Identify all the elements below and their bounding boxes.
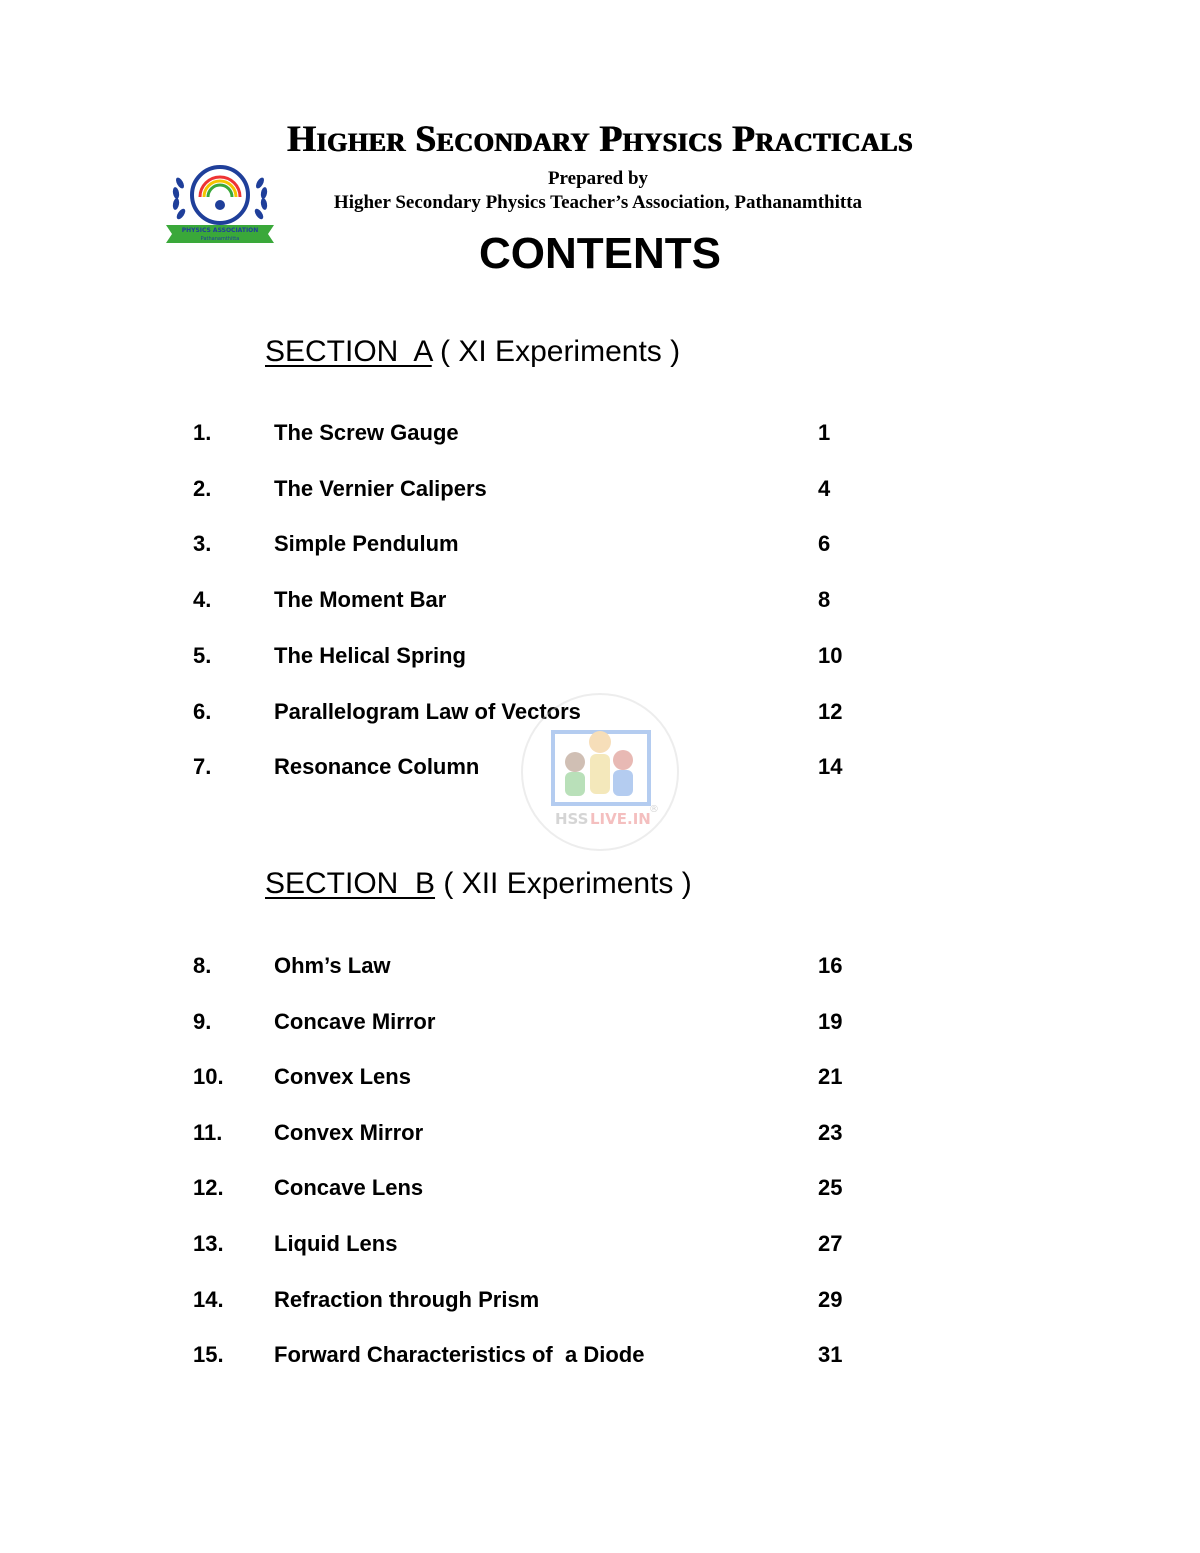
- toc-row: [0, 1175, 1200, 1205]
- watermark-text-a: HSS: [555, 810, 589, 828]
- toc-item-number: 14.: [193, 1286, 224, 1312]
- toc-item-number: 5.: [193, 642, 212, 668]
- toc-row: [0, 1120, 1200, 1150]
- toc-item-title: The Screw Gauge: [274, 420, 459, 445]
- toc-item-page: 21: [818, 1064, 843, 1090]
- toc-item-page: 31: [818, 1342, 843, 1368]
- toc-item-page: 29: [818, 1286, 843, 1312]
- toc-item-number: 6.: [193, 698, 212, 724]
- toc-item-title: Simple Pendulum: [274, 531, 459, 557]
- toc-row: [0, 1064, 1200, 1094]
- toc-item-page: 25: [818, 1175, 843, 1201]
- toc-item-number: 4.: [193, 587, 212, 613]
- toc-item-title: Parallelogram Law of Vectors: [274, 698, 581, 724]
- logo-subtext: Pathanamthitta: [200, 236, 240, 242]
- toc-item-page: 16: [818, 953, 843, 978]
- toc-item-page: 23: [818, 1119, 843, 1145]
- toc-item-title: The Helical Spring: [274, 642, 466, 668]
- section-a-label: SECTION A: [265, 335, 432, 368]
- toc-row: [0, 643, 1200, 673]
- section-b-suffix: ( XII Experiments ): [435, 867, 692, 900]
- toc-item-number: 2.: [193, 475, 212, 501]
- toc-item-title: Refraction through Prism: [274, 1286, 540, 1312]
- toc-item-page: 1: [818, 420, 831, 445]
- toc-item-page: 19: [818, 1008, 843, 1034]
- toc-row: [0, 1231, 1200, 1261]
- contents-heading: CONTENTS: [479, 229, 721, 278]
- logo-text: PHYSICS ASSOCIATION: [181, 227, 259, 234]
- toc-item-number: 1.: [193, 420, 212, 445]
- toc-item-title: The Moment Bar: [274, 587, 447, 613]
- hsslive-watermark: [515, 692, 685, 857]
- toc-row: [0, 587, 1200, 617]
- toc-item-page: 10: [818, 642, 843, 668]
- toc-item-title: Resonance Column: [274, 754, 480, 780]
- toc-row: [0, 420, 1200, 450]
- toc-item-number: 13.: [193, 1231, 224, 1256]
- toc-item-page: 6: [818, 531, 831, 557]
- toc-item-title: Liquid Lens: [274, 1231, 398, 1256]
- toc-item-page: 14: [818, 754, 843, 780]
- toc-item-title: Convex Lens: [274, 1064, 411, 1090]
- toc-item-number: 3.: [193, 531, 212, 557]
- toc-item-page: 4: [818, 475, 831, 501]
- toc-row: [0, 1342, 1200, 1372]
- toc-item-title: Ohm’s Law: [274, 953, 391, 978]
- toc-item-page: 27: [818, 1231, 843, 1256]
- toc-item-number: 8.: [193, 953, 212, 978]
- watermark-text-b: LIVE.IN: [590, 810, 651, 828]
- section-b-heading: [265, 867, 692, 901]
- toc-item-number: 11.: [193, 1119, 223, 1145]
- toc-item-title: The Vernier Calipers: [274, 475, 487, 501]
- prepared-by-label: Prepared by: [547, 168, 649, 189]
- toc-item-number: 9.: [193, 1008, 212, 1034]
- toc-row: [0, 1287, 1200, 1317]
- toc-item-title: Concave Lens: [274, 1175, 424, 1201]
- document-title: Higher Secondary Physics Practicals: [287, 119, 913, 160]
- toc-row: [0, 953, 1200, 983]
- association-name: Higher Secondary Physics Teacher’s Association, Pathanamthitta: [333, 192, 863, 213]
- section-a-suffix: ( XI Experiments ): [431, 335, 681, 368]
- toc-row: [0, 531, 1200, 561]
- section-b-label: SECTION B: [265, 867, 436, 900]
- toc-item-page: 8: [818, 587, 831, 613]
- toc-item-page: 12: [818, 698, 843, 724]
- watermark-reg: ®: [649, 804, 659, 815]
- toc-row: [0, 476, 1200, 506]
- toc-item-number: 7.: [193, 754, 212, 780]
- section-a-heading: [265, 335, 680, 369]
- toc-item-title: Forward Characteristics of a Diode: [274, 1342, 645, 1368]
- toc-item-number: 12.: [193, 1175, 224, 1201]
- toc-item-title: Convex Mirror: [274, 1119, 424, 1145]
- toc-item-number: 10.: [193, 1064, 224, 1090]
- toc-row: [0, 1009, 1200, 1039]
- toc-item-title: Concave Mirror: [274, 1008, 436, 1034]
- toc-item-number: 15.: [193, 1342, 224, 1368]
